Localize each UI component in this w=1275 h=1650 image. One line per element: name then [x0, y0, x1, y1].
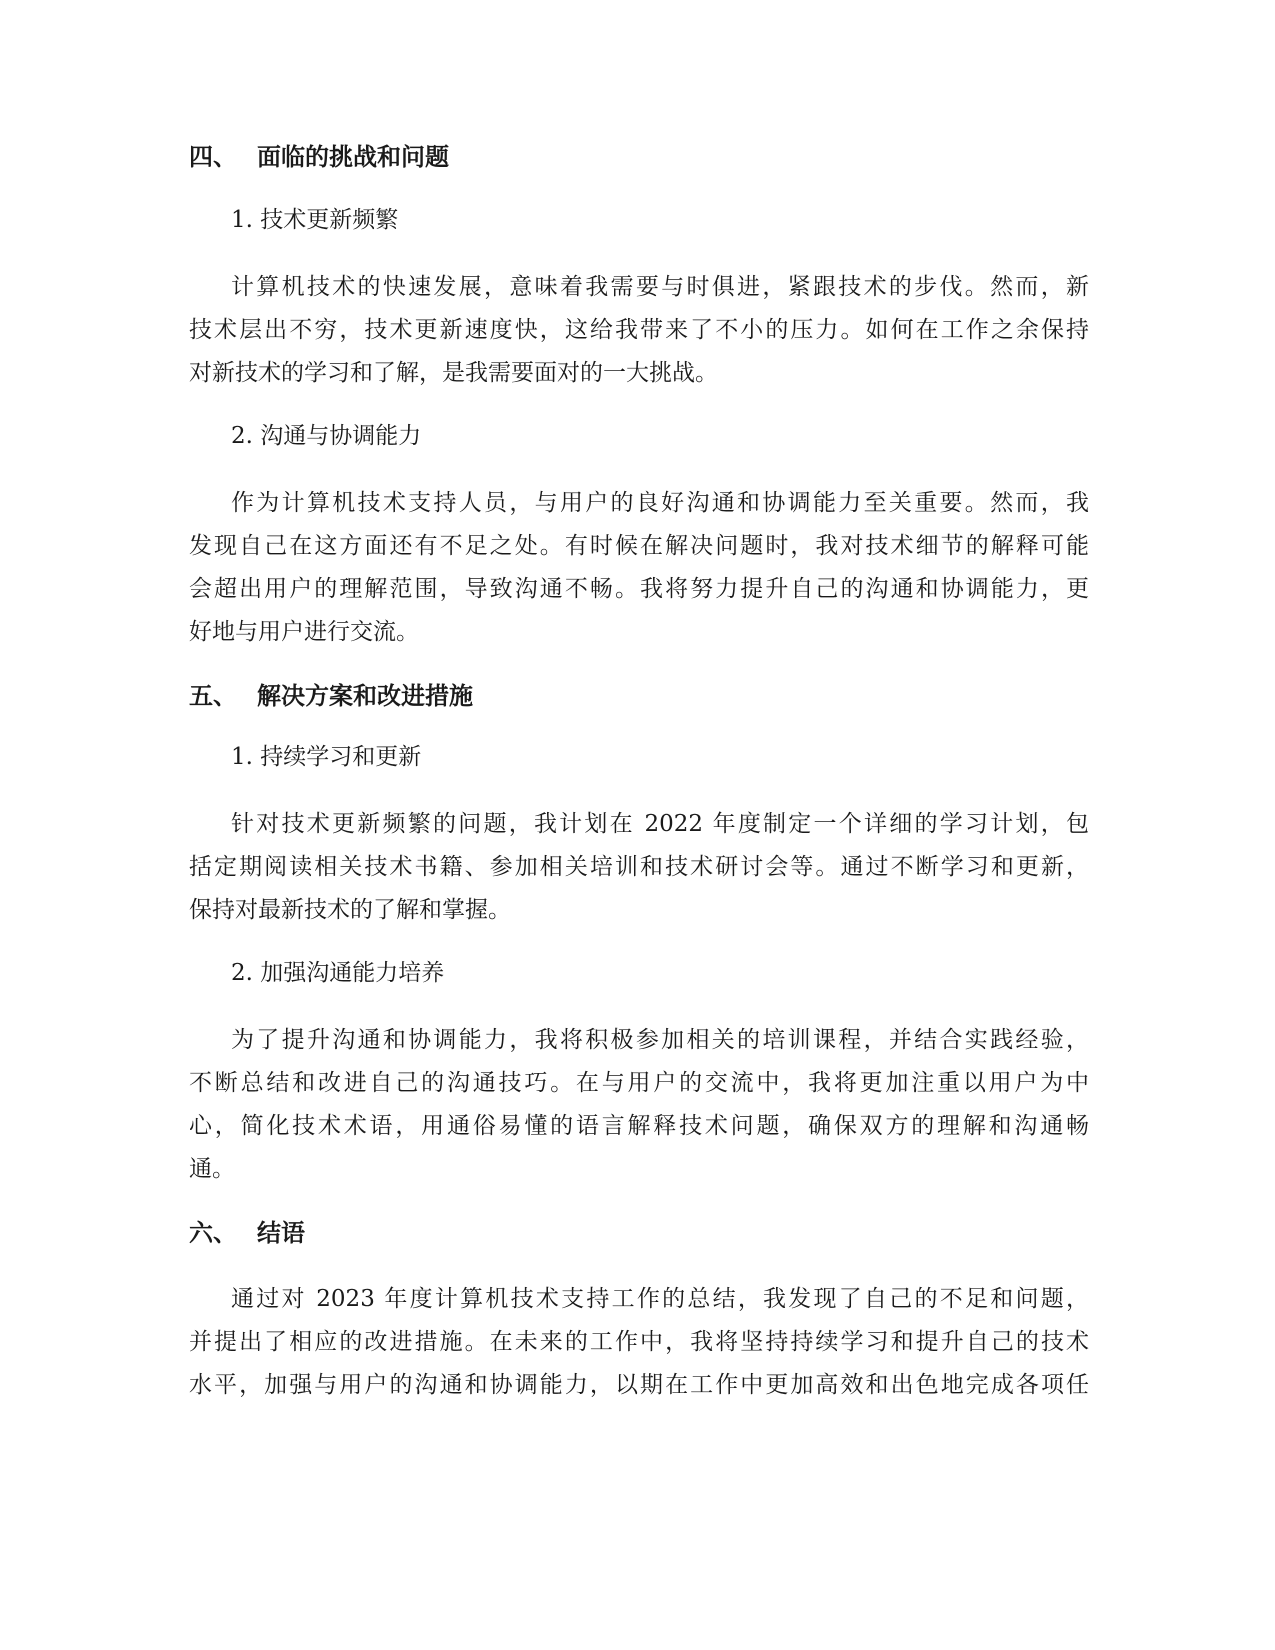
section-heading: [189, 140, 1089, 174]
section-number: 六、: [189, 1219, 237, 1247]
paragraph: [189, 482, 1089, 654]
section-number: 四、: [189, 143, 237, 171]
paragraph-line: 计算机技术的快速发展，意味着我需要与时俱进，紧跟技术的步伐。然而，新: [231, 274, 1089, 300]
paragraph: [189, 803, 1089, 932]
paragraph-line: 为了提升沟通和协调能力，我将积极参加相关的培训课程，并结合实践经验，: [231, 1027, 1089, 1053]
paragraph-line: 通。: [189, 1156, 235, 1182]
subsection-title: 2. 沟通与协调能力: [231, 423, 422, 449]
section-heading: [189, 679, 1089, 713]
section-title: 结语: [257, 1219, 305, 1247]
paragraph-line: 不断总结和改进自己的沟通技巧。在与用户的交流中，我将更加注重以用户为中: [189, 1070, 1089, 1096]
subsection-title: 1. 持续学习和更新: [231, 744, 422, 770]
paragraph-line: 保持对最新技术的了解和掌握。: [189, 897, 511, 923]
paragraph-line: 括定期阅读相关技术书籍、参加相关培训和技术研讨会等。通过不断学习和更新，: [189, 854, 1089, 880]
paragraph: [189, 1278, 1089, 1407]
paragraph: [189, 1019, 1089, 1191]
section-number: 五、: [189, 682, 237, 710]
paragraph-line: 会超出用户的理解范围，导致沟通不畅。我将努力提升自己的沟通和协调能力，更: [189, 576, 1089, 602]
paragraph-line: 发现自己在这方面还有不足之处。有时候在解决问题时，我对技术细节的解释可能: [189, 533, 1089, 559]
section-title: 面临的挑战和问题: [257, 143, 449, 171]
subsection-title: 1. 技术更新频繁: [231, 207, 399, 233]
paragraph-line: 技术层出不穷，技术更新速度快，这给我带来了不小的压力。如何在工作之余保持: [189, 317, 1089, 343]
paragraph-line: 针对技术更新频繁的问题，我计划在 2022 年度制定一个详细的学习计划，包: [231, 811, 1089, 837]
document-page: [189, 140, 1089, 1407]
paragraph-line: 作为计算机技术支持人员，与用户的良好沟通和协调能力至关重要。然而，我: [231, 490, 1089, 516]
paragraph-line: 心，简化技术术语，用通俗易懂的语言解释技术问题，确保双方的理解和沟通畅: [189, 1113, 1089, 1139]
paragraph-line: 并提出了相应的改进措施。在未来的工作中，我将坚持持续学习和提升自己的技术: [189, 1329, 1089, 1355]
paragraph-line: 对新技术的学习和了解，是我需要面对的一大挑战。: [189, 360, 718, 386]
paragraph: [189, 266, 1089, 395]
section-title: 解决方案和改进措施: [257, 682, 473, 710]
subsection-title: 2. 加强沟通能力培养: [231, 960, 445, 986]
paragraph-line: 水平，加强与用户的沟通和协调能力，以期在工作中更加高效和出色地完成各项任: [189, 1372, 1089, 1398]
paragraph-line: 好地与用户进行交流。: [189, 619, 419, 645]
paragraph-line: 通过对 2023 年度计算机技术支持工作的总结，我发现了自己的不足和问题，: [231, 1286, 1089, 1312]
section-heading: [189, 1216, 1089, 1250]
